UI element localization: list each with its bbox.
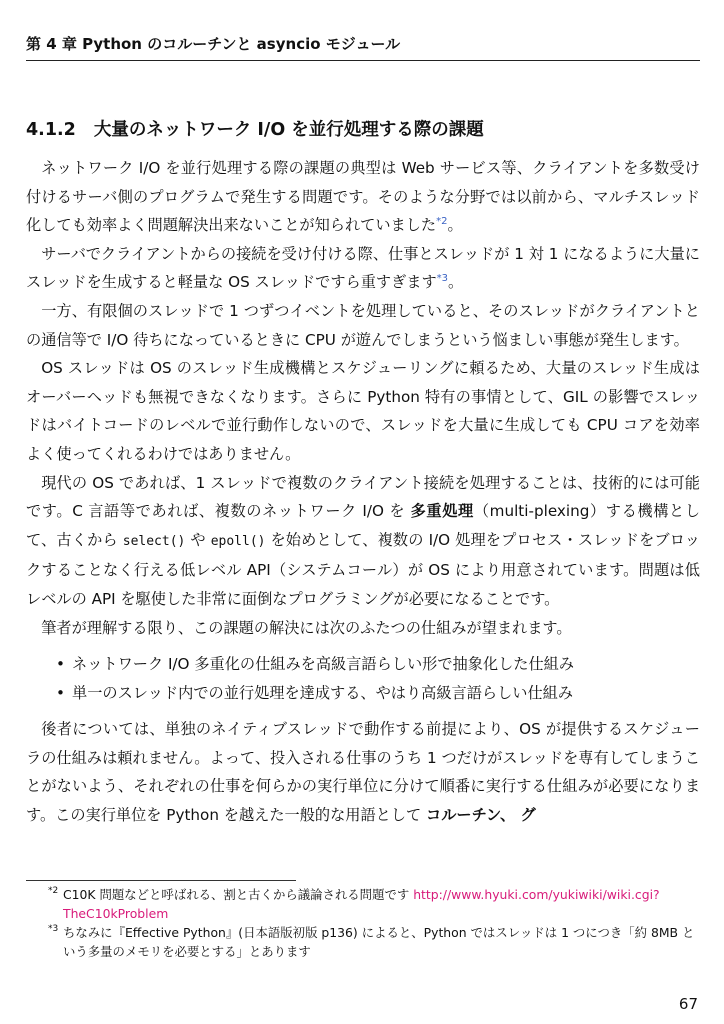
paragraph-7-text: 後者については、単独のネイティブスレッドで動作する前提により、OS が提供するスケジューラの仕組みは頼れません。よって、投入される仕事のうち 1 つだけがスレッドを専有してしまうことがないよう、それぞれの仕事を何らかの実行単位に分けて順番に実行する仕組みが必要になります。この実行単位を Python を越えた一般的な用語として xyxy=(26,720,701,825)
paragraph-7 xyxy=(26,715,700,829)
section-title: 大量のネットワーク I/O を並行処理する際の課題 xyxy=(93,120,484,140)
footnote-2 xyxy=(26,885,706,923)
section-number: 4.1.2 xyxy=(26,120,76,140)
footnote-ref-2[interactable]: *2 xyxy=(436,216,448,228)
footnote-2-link[interactable]: http://www.hyuki.com/yukiwiki/wiki.cgi?TheC10kProblem xyxy=(63,887,660,921)
bullet-marker: • xyxy=(56,683,65,702)
section-heading xyxy=(26,116,484,141)
bullet-list xyxy=(26,650,700,707)
paragraph-2-text: サーバでクライアントからの接続を受け付ける際、仕事とスレッドが 1 対 1 になるように大量にスレッドを生成すると軽量な OS スレッドですら重すぎます xyxy=(26,244,700,292)
footnote-ref-3[interactable]: *3 xyxy=(436,273,449,285)
list-item-text: ネットワーク I/O 多重化の仕組みを高級言語らしい形で抽象化した仕組み xyxy=(72,655,575,674)
paragraph-2-end: 。 xyxy=(448,273,464,292)
paragraph-5 xyxy=(26,469,700,614)
list-item xyxy=(56,650,700,679)
paragraph-2 xyxy=(26,240,700,297)
footnote-mark: *2 xyxy=(48,886,59,896)
running-header: 第 4 章 Python のコルーチンと asyncio モジュール xyxy=(26,33,700,61)
paragraph-3: 一方、有限個のスレッドで 1 つずつイベントを処理していると、そのスレッドがクライアントとの通信等で I/O 待ちになっているときに CPU が遊んでしまうという悩ましい事態が発生します。 xyxy=(26,301,700,349)
list-item xyxy=(56,679,700,708)
paragraph-5-text-d: を始めとして、複数の I/O 処理をプロセス・スレッドをブロックすることなく行える低レベル API（システムコール）が OS により用意されています。問題は低レベルの API を駆使した非常に面倒なプログラミングが必要になることです。 xyxy=(26,530,700,608)
footnote-3 xyxy=(26,923,706,961)
paragraph-6: 筆者が理解する限り、この課題の解決には次のふたつの仕組みが望まれます。 xyxy=(41,618,572,637)
paragraph-5-text-b: （multi-plexing）する機構として、古くから xyxy=(26,502,701,549)
code-epoll: epoll() xyxy=(210,533,266,549)
footnote-2-text: C10K 問題などと呼ばれる、割と古くから議論される問題です xyxy=(63,887,414,902)
body-text xyxy=(26,154,700,830)
footnote-mark: *3 xyxy=(48,924,59,934)
page-number: 67 xyxy=(678,995,698,1013)
paragraph-5-text-a: 現代の OS であれば、1 スレッドで複数のクライアント接続を処理することは、技術的には可能です。C 言語等であれば、複数のネットワーク I/O を xyxy=(26,473,700,521)
paragraph-4: OS スレッドは OS のスレッド生成機構とスケジューリングに頼るため、大量のスレッド生成はオーバーヘッドも無視できなくなります。さらに Python 特有の事情として、GIL の影響でスレッドはバイトコードのレベルで並行動作しないので、スレッドを大量に生成しても CPU コアを効率よく使ってくれるわけではありません。 xyxy=(26,359,700,463)
footnote-divider xyxy=(26,880,296,881)
list-item-text: 単一のスレッド内での並行処理を達成する、やはり高級言語らしい仕組み xyxy=(72,683,574,702)
bullet-marker: • xyxy=(56,655,65,674)
paragraph-1-text: ネットワーク I/O を並行処理する際の課題の典型は Web サービス等、クライアントを多数受け付けるサーバ側のプログラムで発生する問題です。そのような分野では以前から、マルチスレッド化しても効率よく問題解決出来ないことが知られていました xyxy=(26,159,700,235)
paragraph-1 xyxy=(26,154,700,240)
footnote-3-text: ちなみに『Effective Python』(日本語版初版 p136) によると、Python ではスレッドは 1 つにつき「約 8MB という多量のメモリを必要とする」とあります xyxy=(63,925,695,959)
footnotes xyxy=(26,885,706,961)
paragraph-5-text-c: や xyxy=(185,530,211,549)
code-select: select() xyxy=(122,533,186,549)
paragraph-1-end: 。 xyxy=(447,216,463,235)
term-coroutine: コルーチン、 グ xyxy=(426,806,536,825)
term-multiplexing: 多重処理 xyxy=(410,502,474,521)
